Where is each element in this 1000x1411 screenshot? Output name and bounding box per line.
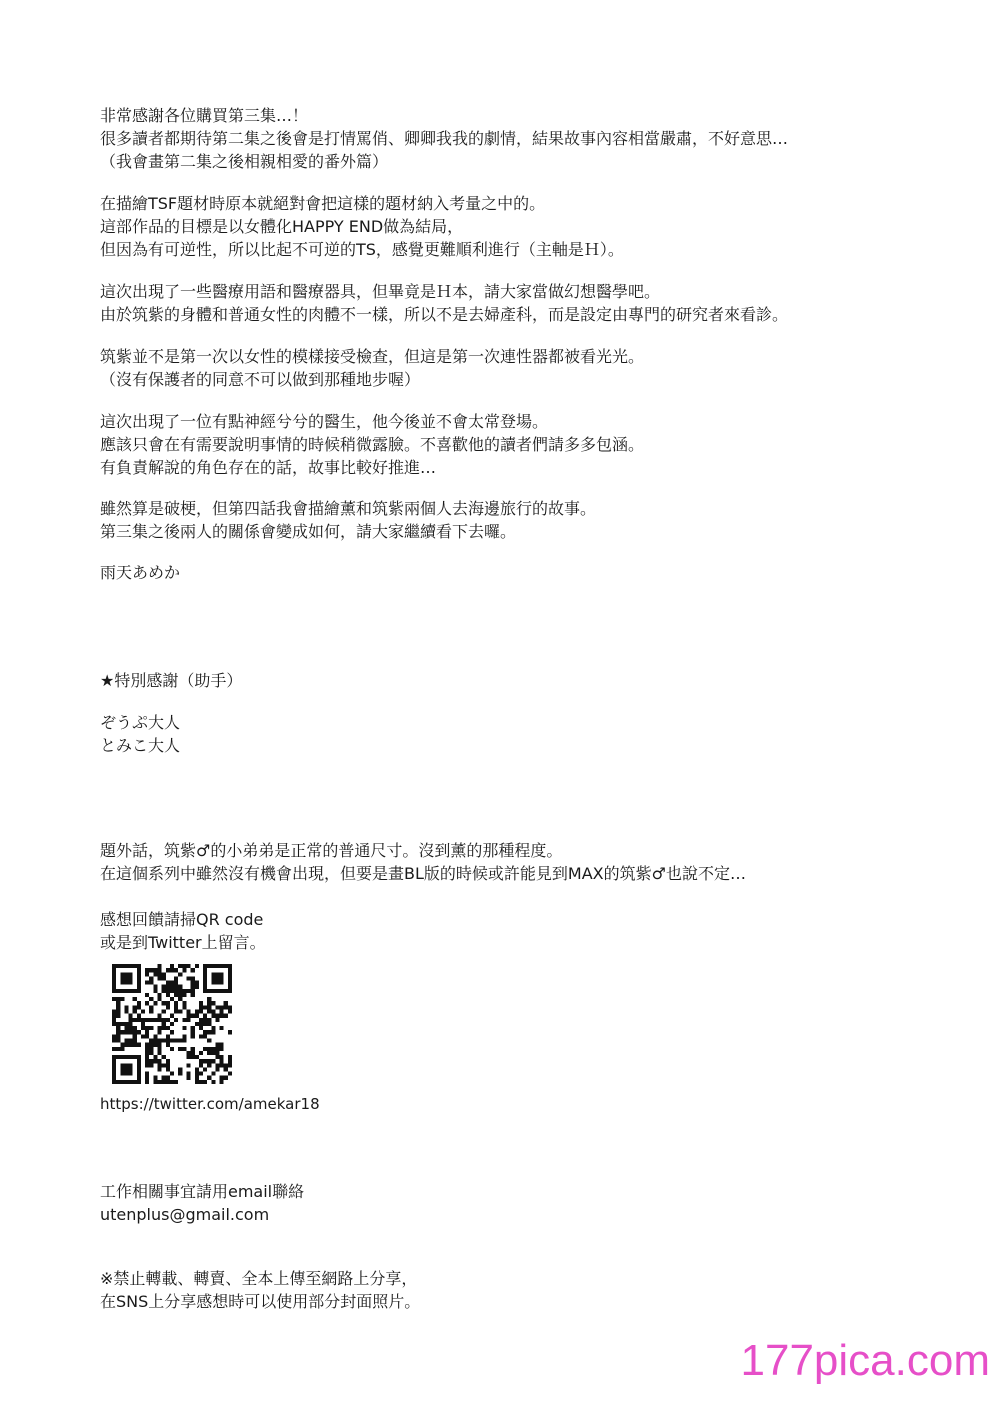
para2-line-2: 這部作品的目標是以女體化HAPPY END做為結局， bbox=[100, 217, 464, 236]
para4-line-1: 筑紫並不是第一次以女性的模樣接受檢查，但這是第一次連性器都被看光光。 bbox=[100, 347, 645, 366]
para6-line-1: 雖然算是破梗，但第四話我會描繪薰和筑紫兩個人去海邊旅行的故事。 bbox=[100, 499, 597, 518]
contact-email-link[interactable]: utenplus@gmail.com bbox=[100, 1205, 270, 1224]
para5-line-1: 這次出現了一位有點神經兮兮的醫生，他今後並不會太常登場。 bbox=[100, 412, 549, 431]
notice-line-2: 在SNS上分享感想時可以使用部分封面照片。 bbox=[100, 1292, 421, 1311]
para6-line-2: 第三集之後兩人的關係會變成如何，請大家繼續看下去囉。 bbox=[100, 522, 517, 541]
twitter-url-link[interactable]: https://twitter.com/amekar18 bbox=[100, 1095, 320, 1113]
site-watermark: 177pica.com bbox=[740, 1336, 990, 1385]
contact-line-1: 工作相關事宜請用email聯絡 bbox=[100, 1182, 305, 1201]
feedback-line-1: 感想回饋請掃QR code bbox=[100, 910, 264, 929]
para3-line-2: 由於筑紫的身體和普通女性的肉體不一樣，所以不是去婦產科，而是設定由專門的研究者來看診。 bbox=[100, 305, 789, 324]
para5-line-2: 應該只會在有需要說明事情的時候稍微露臉。不喜歡他的讀者們請多多包涵。 bbox=[100, 435, 645, 454]
para2-line-1: 在描繪TSF題材時原本就絕對會把這樣的題材納入考量之中的。 bbox=[100, 194, 546, 213]
para3-line-1: 這次出現了一些醫療用語和醫療器具，但畢竟是Ｈ本，請大家當做幻想醫學吧。 bbox=[100, 282, 661, 301]
thanks-name-1: ぞうぷ大人 bbox=[100, 713, 181, 732]
feedback-line-2: 或是到Twitter上留言。 bbox=[100, 933, 266, 952]
para5-line-3: 有負責解說的角色存在的話，故事比較好推進… bbox=[100, 458, 437, 477]
notice-line-1: ※禁止轉載、轉賣、全本上傳至網路上分享， bbox=[100, 1269, 418, 1288]
author-signature: 雨天あめか bbox=[100, 563, 181, 582]
para2-line-3: 但因為有可逆性，所以比起不可逆的TS，感覺更難順利進行（主軸是Ｈ）。 bbox=[100, 240, 624, 259]
aside-line-1: 題外話，筑紫♂的小弟弟是正常的普通尺寸。沒到薰的那種程度。 bbox=[100, 841, 563, 860]
thanks-heading: ★特別感謝（助手） bbox=[100, 671, 243, 690]
para4-line-2: （沒有保護者的同意不可以做到那種地步喔） bbox=[100, 370, 421, 389]
intro-line-2: 很多讀者都期待第二集之後會是打情罵俏、卿卿我我的劇情，結果故事內容相當嚴肅，不好意思… bbox=[100, 129, 789, 148]
thanks-name-2: とみこ大人 bbox=[100, 736, 181, 755]
aside-line-2: 在這個系列中雖然沒有機會出現，但要是畫BL版的時候或許能見到MAX的筑紫♂也說不定… bbox=[100, 864, 746, 883]
qr-code-icon bbox=[112, 964, 232, 1084]
intro-line-1: 非常感謝各位購買第三集…！ bbox=[100, 106, 309, 125]
intro-line-3: （我會畫第二集之後相親相愛的番外篇） bbox=[100, 152, 389, 171]
